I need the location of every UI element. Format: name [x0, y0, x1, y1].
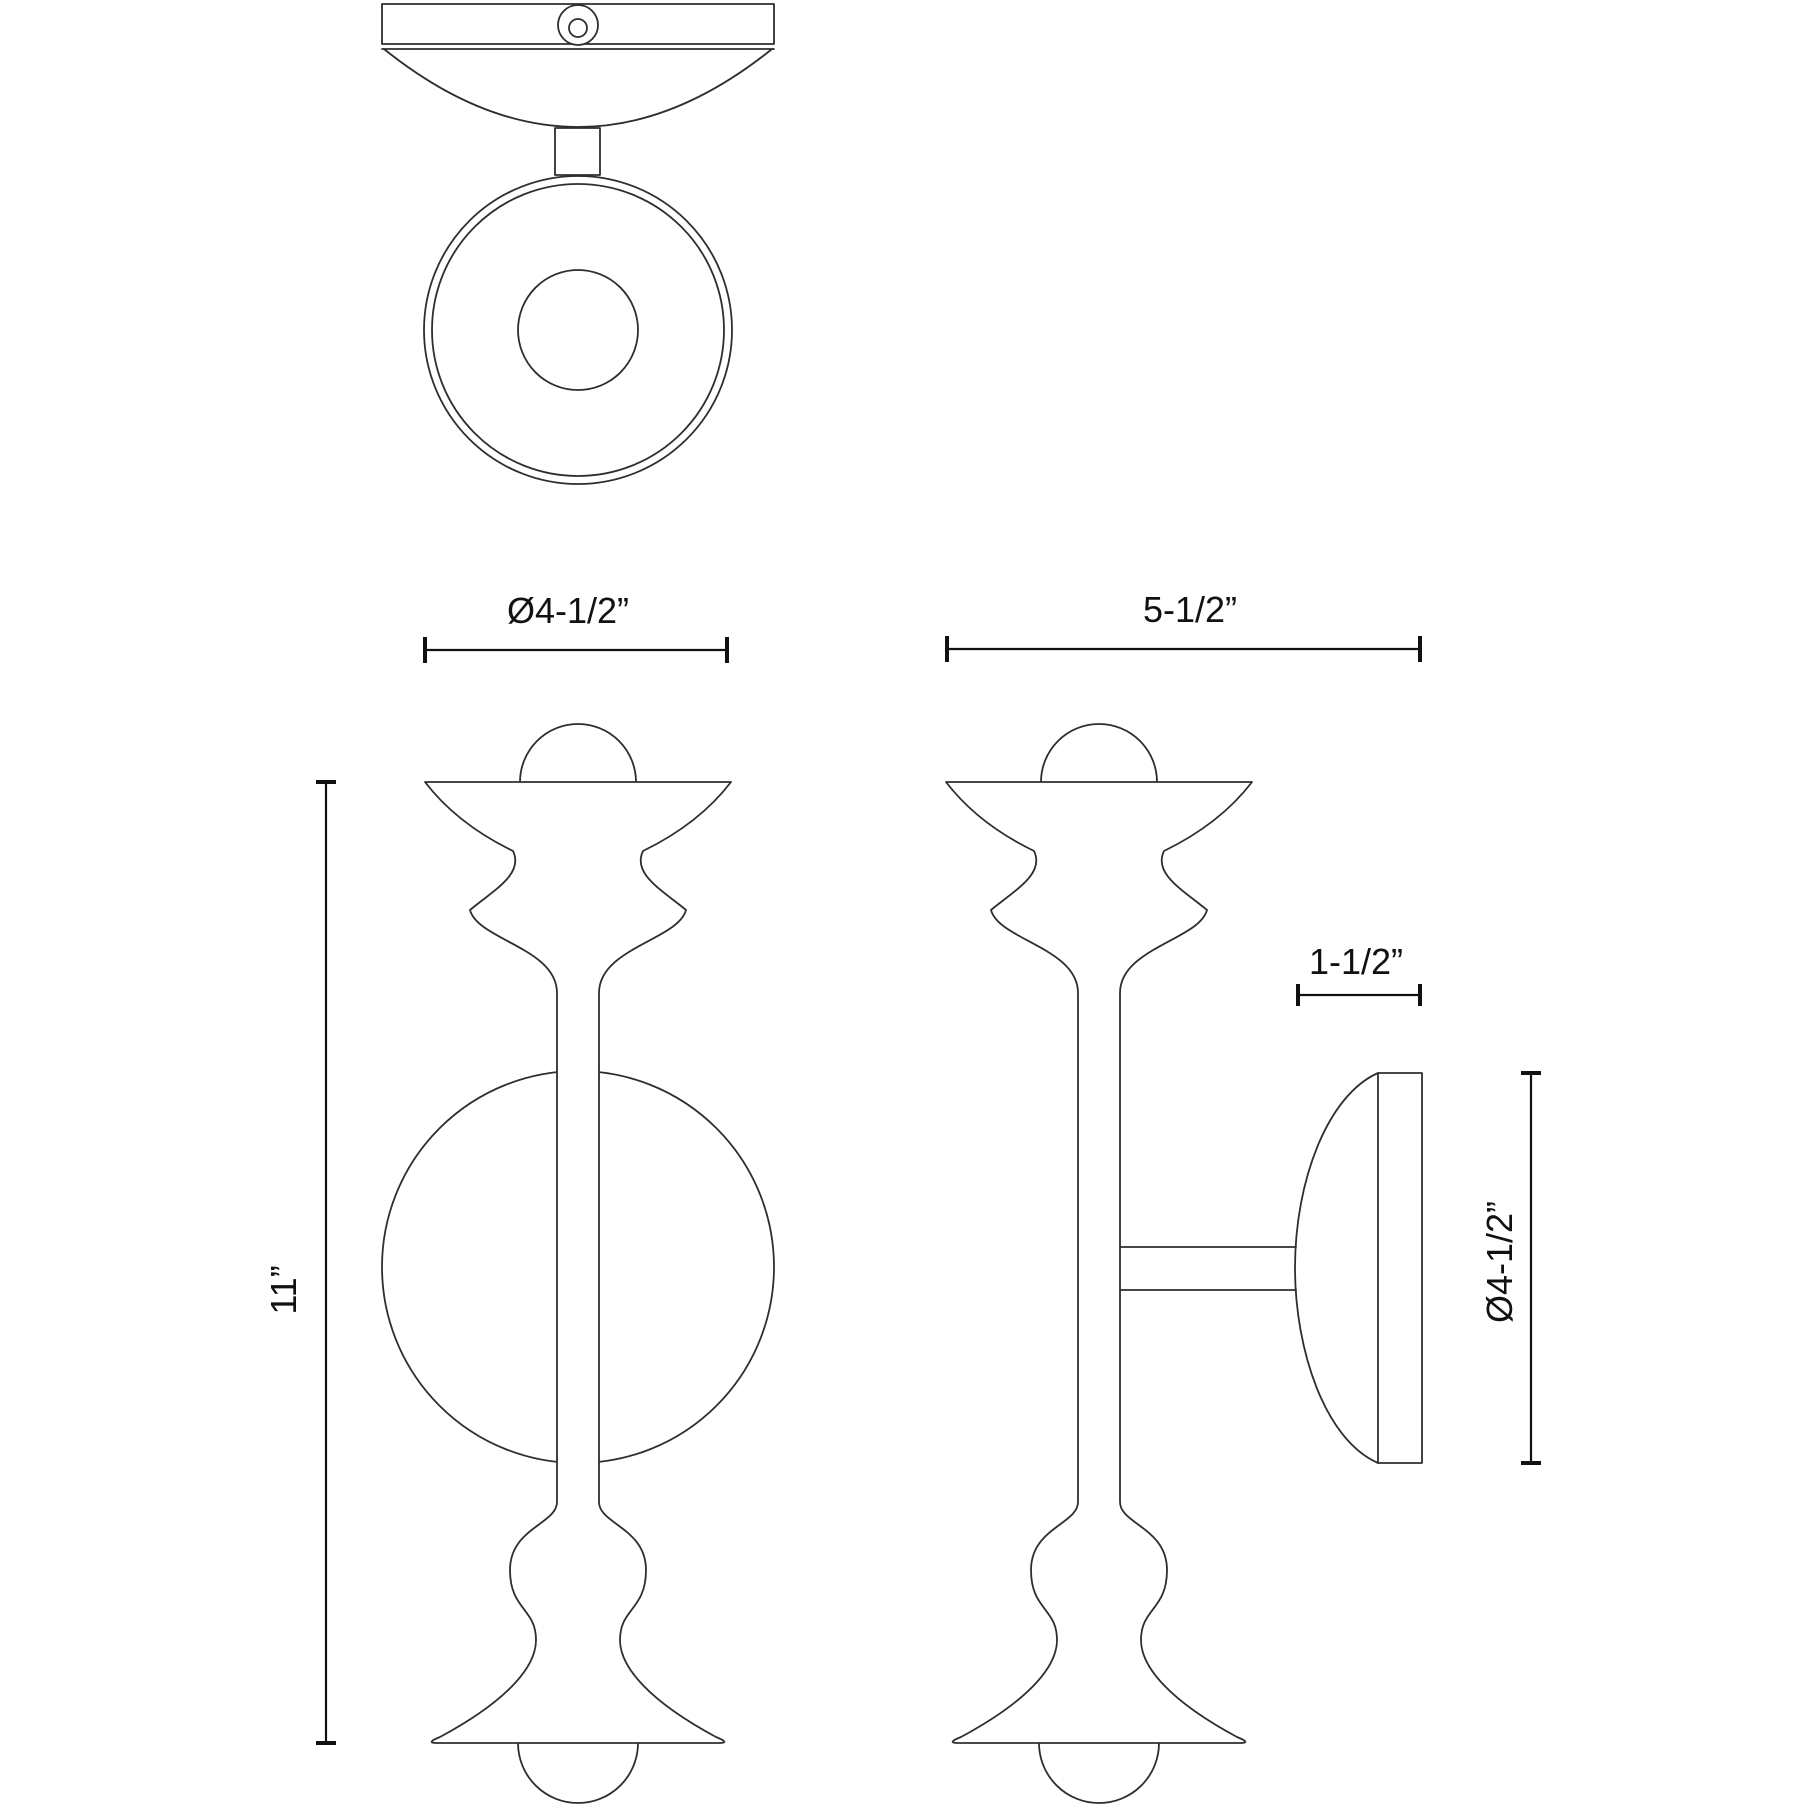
top-view	[382, 4, 774, 484]
wall-canopy-outline	[1295, 1073, 1422, 1463]
socket-circle-top-view	[518, 270, 638, 390]
side-body-outline	[946, 782, 1252, 1743]
dimension-canopy-depth	[1298, 941, 1420, 1006]
shade-ring-outer-circle	[424, 176, 732, 484]
front-bottom-bulb	[518, 1743, 638, 1803]
shade-ring-inner-circle	[432, 184, 724, 476]
dimension-label: Ø4-1/2”	[1479, 1200, 1520, 1324]
side-top-bulb	[1041, 724, 1157, 782]
dimension-label: 1-1/2”	[1308, 941, 1404, 982]
front-body-outline	[425, 782, 731, 1743]
side-bottom-bulb	[1039, 1743, 1159, 1803]
dimension-canopy-diameter	[1479, 1073, 1541, 1463]
dimension-top-diameter	[425, 590, 727, 663]
canopy-dome-arc-top-view	[384, 49, 772, 127]
dimension-label: 5-1/2”	[1142, 589, 1238, 630]
front-view	[382, 724, 774, 1803]
side-view	[946, 724, 1422, 1803]
dimension-label: Ø4-1/2”	[506, 590, 630, 631]
dimension-overall-depth	[947, 589, 1420, 662]
dimension-label: 11”	[263, 1265, 304, 1315]
front-top-bulb	[520, 724, 636, 782]
dimension-overall-height	[263, 782, 336, 1743]
screw-head-outer-circle	[558, 5, 598, 45]
stem-top-view	[555, 128, 600, 175]
